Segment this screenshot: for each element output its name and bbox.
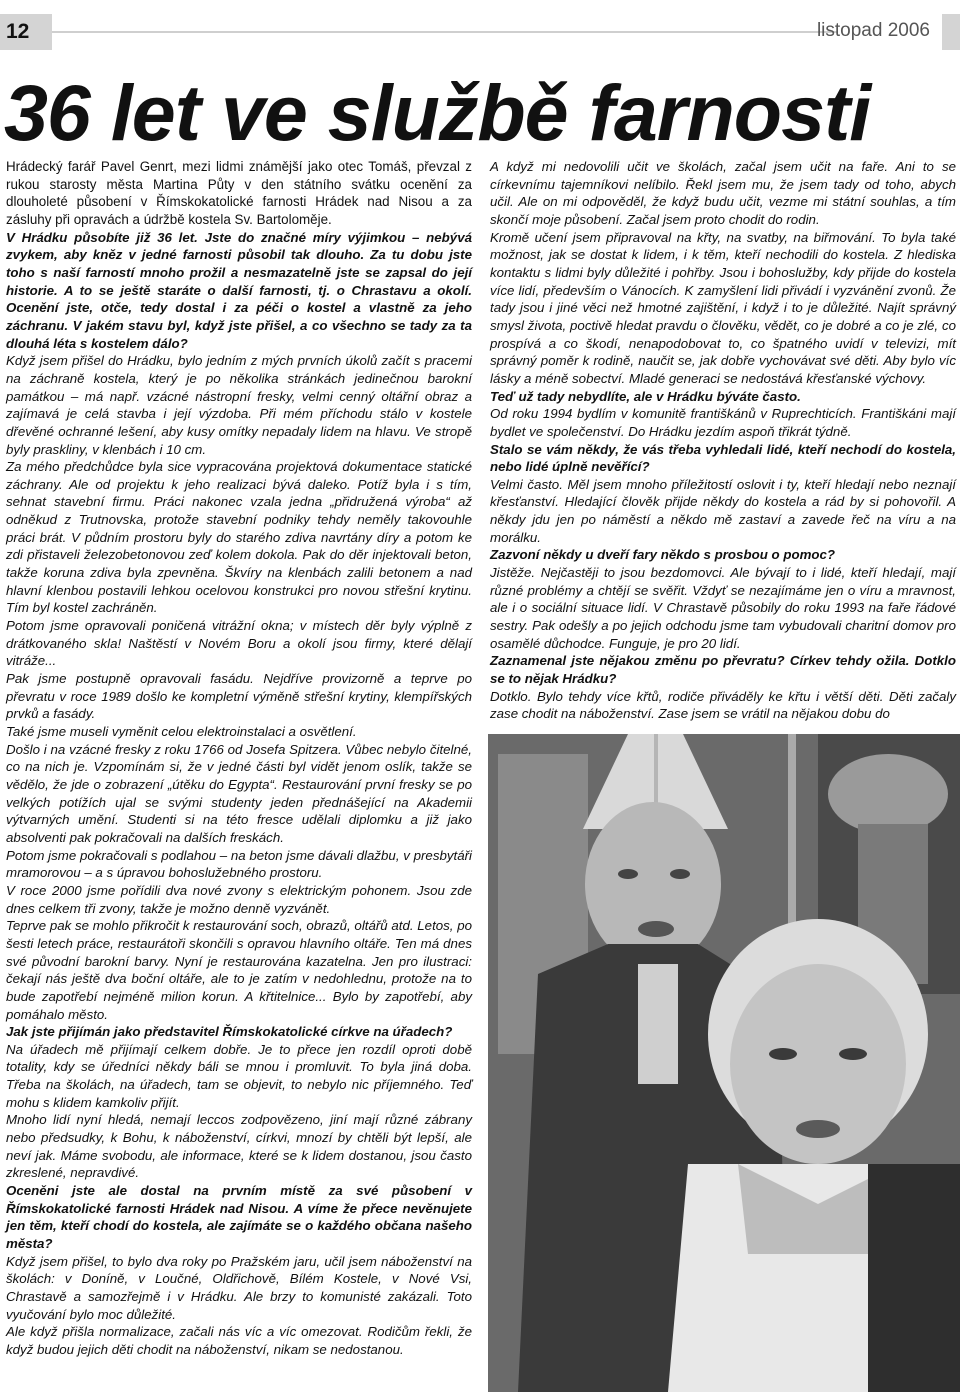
issue-date: listopad 2006 xyxy=(816,20,930,41)
interview-answer: Když jsem přišel, to bylo dva roky po Pražském jaru, učil jsem náboženství na školách: v Doníně, v Loučné, Oldřichově, Bílém Kostele, v Nové Vsi, Chrastavě a samozřejmě i v Hrádku. Ale brzy to komunisté zakázali. Toto vyučování bylo moc důležité. xyxy=(6,1253,472,1322)
article-lead: Hrádecký farář Pavel Genrt, mezi lidmi známější jako otec Tomáš, převzal z rukou starosty města Martina Půty v den státního svátku ocenění za dlouholeté působení v Římskokatolické farnosti Hrádek nad Nisou a za zásluhy při opravách a údržbě kostela Sv. Bartoloměje. xyxy=(6,159,472,227)
page-header xyxy=(0,0,960,60)
interview-answer: Mnoho lidí nyní hledá, nemají leccos zodpovězeno, jiní mají různé zábrany nebo předsudky, k Bohu, k náboženství, církvi, mnozí by chtěli být lepší, ale neví jak. Máme svobodu, ale informace, které se k lidem dostanou, jsou často zkreslené, nepravdivé. xyxy=(6,1112,472,1181)
interview-answer: Velmi často. Měl jsem mnoho příležitostí oslovit i ty, kteří hledají nebo neznají křesťanství. Hledající člověk přijde někdy do kostela a rád by si pohovořil. A někdy jdu jen po náměstí a někdo mě zastaví a zavede řeč na víru a na morálku. xyxy=(490,476,956,545)
interview-question: Stalo se vám někdy, že vás třeba vyhledali lidé, kteří nechodí do kostela, nebo lidé úplně nevěřící? xyxy=(490,441,956,475)
interview-question: Teď už tady nebydlíte, ale v Hrádku býváte často. xyxy=(490,388,801,404)
right-column xyxy=(490,158,956,723)
interview-answer: Potom jsme opravovali poničená vitrážní okna; v místech děr byly výplně z drátkovaného skla! Naštěstí v Novém Boru a okolí jsou firmy, které dělají vitráže... xyxy=(6,618,472,669)
header-corner-block xyxy=(942,14,960,50)
interview-question: Oceněni jste ale dostal na prvním místě za své působení v Římskokatolické farnosti Hrádek nad Nisou. A víme že přece nevěnujete jen těm, kteří chodí do kostela, ale zajímáte se o každého občana našeho města? xyxy=(6,1183,472,1252)
interview-answer: Pak jsme postupně opravovali fasádu. Nejdříve provizorně a teprve po převratu v roce 1989 došlo ke kompletní výměně střešní krytiny, klempířských prvků a fasády. xyxy=(6,671,472,722)
interview-answer: Teprve pak se mohlo přikročit k restaurování soch, obrazů, oltářů atd. Letos, po šesti letech práce, restaurátoři skončili s opravou hlavního oltáře. Ten má dnes své původní barokní barvy. Nyní je restaurována kazatelna. Jen pro ilustraci: čekají nás ještě dva boční oltáře, ale to je zatím v nedohlednu, protože na to bude zapotřebí nejméně milion korun. A křtitelnice... Bylo by zapotřebí, aby pomáhalo město. xyxy=(6,918,472,1022)
article-title: 36 let ve službě farnosti xyxy=(4,68,871,157)
interview-answer: V roce 2000 jsme pořídili dva nové zvony s elektrickým pohonem. Jsou zde dnes celkem tři zvony, takže je možno denně vyzvánět. xyxy=(6,882,472,916)
interview-answer: Došlo i na vzácné fresky z roku 1766 od Josefa Spitzera. Vůbec nebylo čitelné, co na nich je. Vzpomínám si, že v jedné části byl vidět jenom oslík, takže se vědělo, že jde o zobrazení „útěku do Egypta“. Restaurování první fresky se po velkých potížích ujal se svými studenty jeden přednášející na Akademii výtvarných umění. Studenti si na této fresce udělali diplomku a již jako absolventi pak pokračovali na dalších freskách. xyxy=(6,741,472,845)
interview-question: Jak jste přijímán jako představitel Římskokatolické církve na úřadech? xyxy=(6,1024,453,1040)
interview-answer: Když jsem přišel do Hrádku, bylo jedním z mých prvních úkolů začít s pracemi na záchraně kostela, který je po několika stránkách jedinečnou barokní památkou – má např. vzácné nástropní fresky, velmi cenný oltářní obraz a zajímavá je celá stavba i její výzdoba. Při mém příchodu stálo v kostele dřevěné ochranné lešení, aby kusy omítky nepadaly lidem na hlavu. Ve stropě byly praskliny, v klenbách i 10 cm. xyxy=(6,353,472,457)
article-photo xyxy=(488,734,960,1392)
interview-answer: Jistěže. Nejčastěji to jsou bezdomovci. Ale bývají to i lidé, kteří hledají, mají různé problémy a chtějí se svěřit. Vždyť se nezajímáme jen o víru a mravnost, ale i o sociální situace lidí. V Chrastavě působily do roku 1993 na faře řádové sestry. Pak odešly a po jejich odchodu jsme tam vybudovali charitní domov pro osamělé důchodce. Funguje, je pro 20 lidí. xyxy=(490,565,956,651)
interview-answer: Ale když přišla normalizace, začali nás víc a víc omezovat. Rodičům řekli, že když budou jejich děti chodit na náboženství, nikam se nedostanou. xyxy=(6,1324,472,1357)
interview-answer: Od roku 1994 bydlím v komunitě františkánů v Ruprechticích. Františkáni mají bydlet ve společenství. Do Hrádku jezdím aspoň třikrát týdně. xyxy=(490,406,956,439)
interview-question: Zaznamenal jste nějakou změnu po převratu? Církev tehdy ožila. Dotklo se to nějak Hrádku? xyxy=(490,653,956,687)
interview-answer: Kromě učení jsem připravoval na křty, na svatby, na biřmování. To byla také možnost, jak se dostat k lidem, i k těm, kteří nechodili do kostela. Z hlediska kontaktu s lidmi byly důležité i pohřby. Jsou i bohoslužby, kdy přijde do kostela více lidí, především o Vánocích. K zamyšlení lidi přivádí i vyzvánění zvonů. Že tady jsou i jiné věci než hmotné zajištění, i když i to je důležité. Najít správný smysl života, poctivě hledat pravdu o člověku, vědět, co je dobré a co je zlé, co prospívá a co škodí, nenapodobovat to, co špatného uvidí v televizi, mít správný poměr k rodině, naučit se, jak dobře vychovávat své děti. Aby bylo víc lásky a méně sobectví. Mladé generaci se nedostává křesťanské výchovy. xyxy=(490,229,956,386)
interview-answer: Potom jsme pokračovali s podlahou – na beton jsme dávali dlažbu, v presbytáři mramorovou – a s úpravou bohoslužebného prostoru. xyxy=(6,847,472,881)
interview-answer: Dotklo. Bylo tehdy více křtů, rodiče přiváděly ke křtu i větší děti. Děti začaly zase chodit na náboženství. Zase jsem se vrátil na nějakou dobu do xyxy=(490,688,956,722)
interview-answer: Za mého předchůdce byla sice vypracována projektová dokumentace statické záchrany. Ale od projektu k jeho realizaci bývá daleko. Potíž byla i s tím, sehnat stavební firmu. Práci nakonec vzala jedna „přidružená výroba“ až odněkud z Trutnovska, protože stavební podniky tehdy neměly takovouhle práci brát. V půdním prostoru byly do starého zdiva navrtány díry a potom ke zdi přistaveli železobetonovou zeď kolem dokola. Pak do děr injektovali beton, takže koruna zdiva byla zpevněna. Škvíry na klenbách zalili betonem a nad hlavní klenbou postavili lehkou ocelovou konstrukci pro novou střešní krytinu. Tím byl kostel zachráněn. xyxy=(6,459,472,616)
interview-answer: Také jsme museli vyměnit celou elektroinstalaci a osvětlení. xyxy=(6,724,357,739)
header-rule xyxy=(52,31,838,33)
interview-question: V Hrádku působíte již 36 let. Jste do značné míry výjimkou – nebývá zvykem, aby kněz v jedné farnosti působil tak dlouho. Za tu dobu jste toho s naší farností mnoho prožil a nesmazatelně jste se zapsal do její historie. A to se ještě staráte o další farnosti, tj. o Chrastavu a okolí. Ocenění jste, otče, tedy dostal i za péči o kostel a vlastně za jeho záchranu. V jakém stavu byl, když jste přišel, a co všechno se tady za ta dlouhá léta s kostelem dálo? xyxy=(6,229,472,351)
interview-answer: A když mi nedovolili učit ve školách, začal jsem učit na faře. Ani to se církevnímu tajemníkovi nelíbilo. Řekl jsem mu, že jsem tady od toho, abych učil. Ale on mi odpověděl, že když budu učit, vezme mi státní souhlas, a tím skončí moje působení. Začal jsem proto chodit do rodin. xyxy=(490,159,956,227)
page-number: 12 xyxy=(0,14,52,50)
photo-illustration xyxy=(488,734,960,1392)
interview-question: Zazvoní někdy u dveří fary někdo s prosbou o pomoc? xyxy=(490,547,836,563)
left-column xyxy=(6,158,472,1359)
interview-answer: Na úřadech mě přijímají celkem dobře. Je to přece jen rozdíl oproti době totality, kdy se úředníci někdy báli se mnou i promluvit. To byla jiná doba. Třeba na školách, na úřadech, tam se objevit, to nebylo nic příjemného. Teď mohu s klidem kamkoliv přijít. xyxy=(6,1041,472,1110)
